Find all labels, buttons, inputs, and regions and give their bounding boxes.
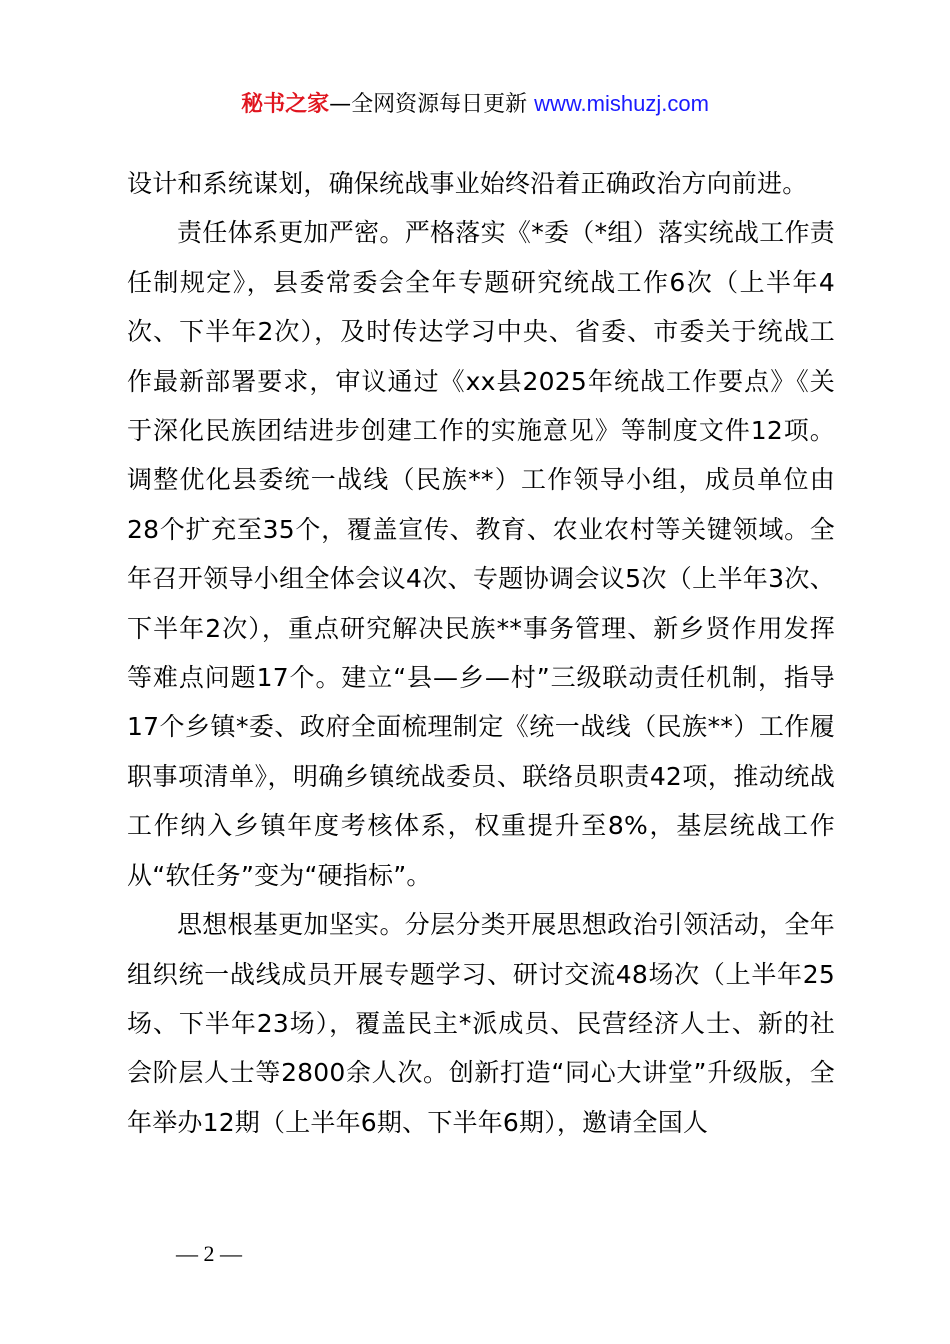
paragraph-ideological-foundation: 思想根基更加坚实。分层分类开展思想政治引领活动，全年组织统一战线成员开展专题学习、研讨交流48场次（上半年25场、下半年23场），覆盖民主*派成员、民营经济人士、新的社会阶层人士等2800余人次。创新打造“同心大讲堂”升级版，全年举办12期（上半年6期、下半年6期），邀请全国人 [127, 910, 835, 1137]
site-brand: 秘书之家 [241, 92, 330, 117]
site-url-link[interactable]: www.mishuzj.com [534, 91, 709, 116]
page-number: — 2 — [176, 1241, 242, 1266]
document-body [127, 159, 835, 1147]
site-header [0, 88, 950, 121]
paragraph-continuation: 设计和系统谋划，确保统战事业始终沿着正确政治方向前进。 [127, 169, 808, 198]
site-tagline: —全网资源每日更新 [329, 92, 535, 117]
paragraph-responsibility-system: 责任体系更加严密。严格落实《*委（*组）落实统战工作责任制规定》，县委常委会全年专题研究统战工作6次（上半年4次、下半年2次），及时传达学习中央、省委、市委关于统战工作最新部署要求，审议通过《xx县2025年统战工作要点》《关于深化民族团结进步创建工作的实施意见》等制度文件12项。调整优化县委统一战线（民族**）工作领导小组，成员单位由28个扩充至35个，覆盖宣传、教育、农业农村等关键领域。全年召开领导小组全体会议4次、专题协调会议5次（上半年3次、下半年2次），重点研究解决民族**事务管理、新乡贤作用发挥等难点问题17个。建立“县—乡—村”三级联动责任机制，指导17个乡镇*委、政府全面梳理制定《统一战线（民族**）工作履职事项清单》，明确乡镇统战委员、联络员职责42项，推动统战工作纳入乡镇年度考核体系，权重提升至8%，基层统战工作从“软任务”变为“硬指标”。 [127, 218, 835, 890]
